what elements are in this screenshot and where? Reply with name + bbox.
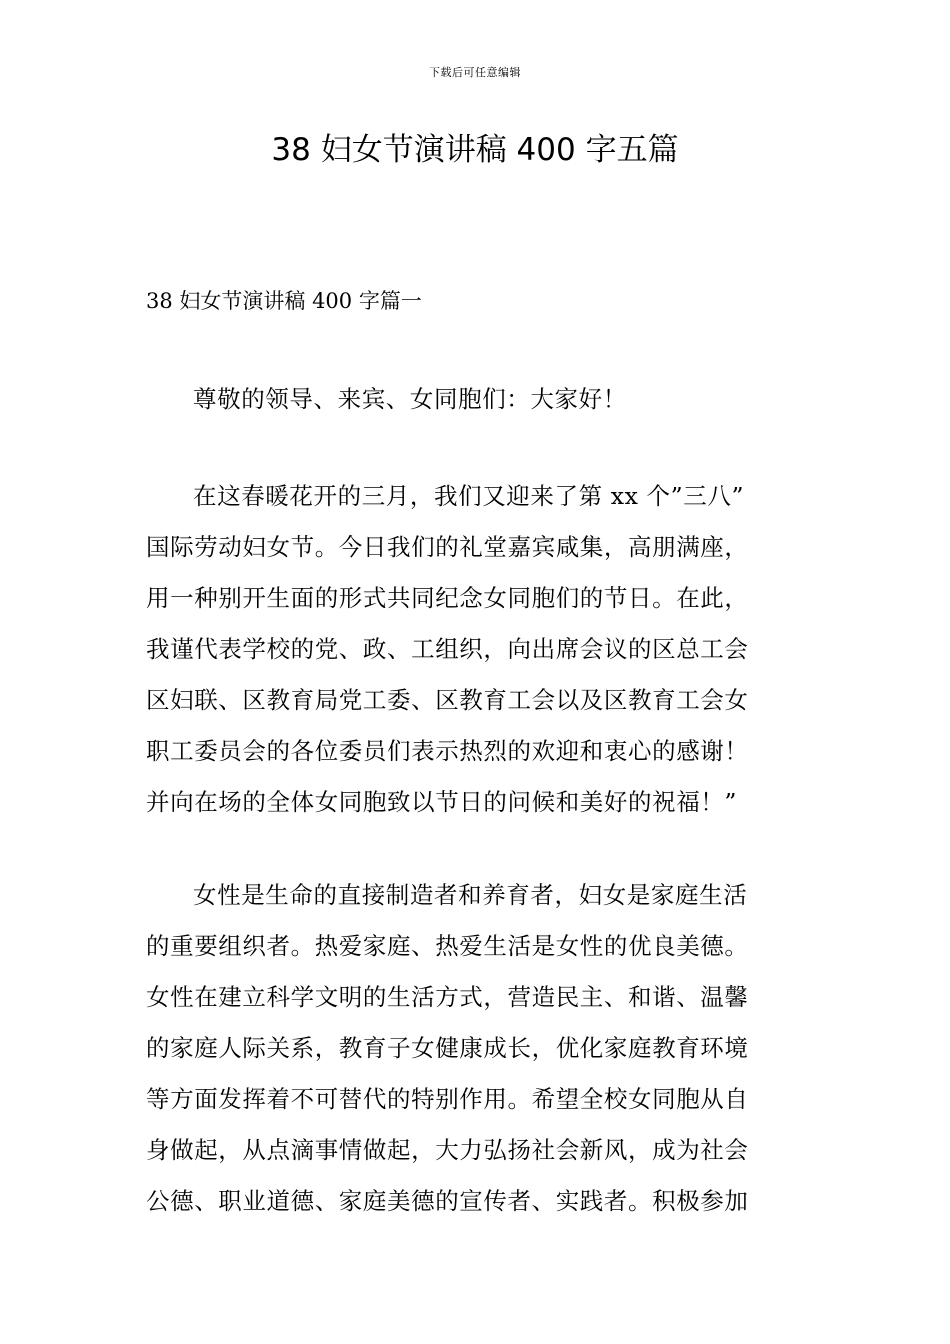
paragraph-line: 身做起，从点滴事情做起，大力弘扬社会新风，成为社会 [146, 1136, 749, 1164]
paragraph-line: 我谨代表学校的党、政、工组织，向出席会议的区总工会 [146, 635, 749, 663]
paragraph-line: 国际劳动妇女节。今日我们的礼堂嘉宾咸集，高朋满座， [146, 533, 749, 561]
paragraph-line: 并向在场的全体女同胞致以节日的问候和美好的祝福！” [146, 788, 738, 816]
document-title: 38 妇女节演讲稿 400 字五篇 [271, 132, 679, 168]
paragraph-line: 女性在建立科学文明的生活方式，营造民主、和谐、温馨 [146, 983, 749, 1011]
header-note: 下载后可任意编辑 [429, 66, 521, 79]
greeting-line: 尊敬的领导、来宾、女同胞们：大家好！ [193, 385, 627, 413]
paragraph-line: 公德、职业道德、家庭美德的宣传者、实践者。积极参加 [146, 1187, 749, 1215]
paragraph-line: 的重要组织者。热爱家庭、热爱生活是女性的优良美德。 [146, 932, 749, 960]
paragraph-line: 用一种别开生面的形式共同纪念女同胞们的节日。在此， [146, 584, 749, 612]
paragraph-line: 的家庭人际关系，教育子女健康成长，优化家庭教育环境 [146, 1034, 749, 1062]
paragraph-line: 在这春暖花开的三月，我们又迎来了第 xx 个”三八” [193, 482, 745, 510]
section-heading: 38 妇女节演讲稿 400 字篇一 [146, 289, 422, 313]
paragraph-2 [146, 870, 810, 1227]
paragraph-line: 女性是生命的直接制造者和养育者，妇女是家庭生活 [193, 881, 748, 909]
paragraph-line: 等方面发挥着不可替代的特别作用。希望全校女同胞从自 [146, 1085, 749, 1113]
paragraph-1 [146, 471, 810, 828]
paragraph-line: 区妇联、区教育局党工委、区教育工会以及区教育工会女 [146, 686, 749, 714]
paragraph-line: 职工委员会的各位委员们表示热烈的欢迎和衷心的感谢！ [146, 737, 749, 765]
